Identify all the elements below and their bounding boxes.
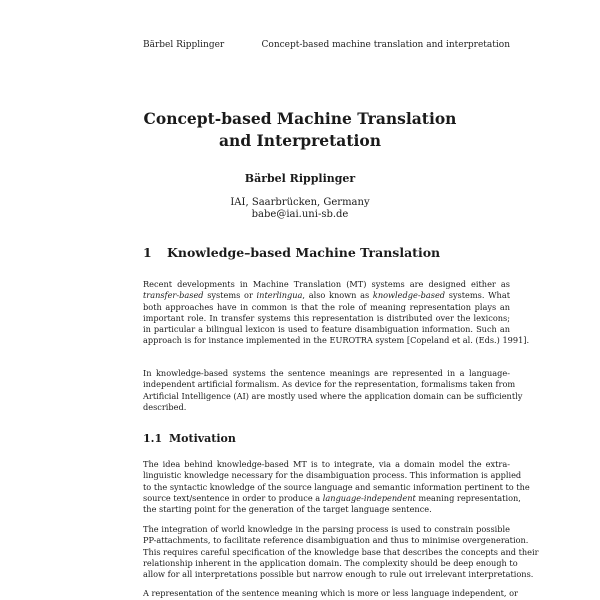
paragraph-1 [143, 279, 530, 347]
text-line: both approaches have in common is that the role of meaning representation plays an [143, 301, 510, 312]
text-line: In knowledge-based systems the sentence meanings are represented in a language- [143, 368, 510, 378]
author-email: babe@iai.uni-sb.de [251, 209, 349, 220]
text-line: in particular a bilingual lexicon is used to feature disambiguation information. Such an [143, 324, 510, 335]
text-line: source text/sentence in order to produce a language-independent meaning representation, [143, 492, 521, 503]
affiliation: IAI, Saarbrücken, Germany [230, 197, 370, 208]
section-number: 1 [143, 245, 152, 260]
running-head [143, 40, 510, 50]
running-head-author: Bärbel Ripplinger [143, 40, 225, 50]
text-line: important role. In transfer systems this representation is distributed over the lexicons; [143, 312, 510, 323]
author-name: Bärbel Ripplinger [244, 172, 356, 185]
paragraph-4 [143, 524, 539, 580]
paragraph-2 [143, 368, 523, 413]
text-line: the starting point for the generation of the target language sentence. [143, 504, 432, 515]
text-line: Artificial Intelligence (AI) are mostly used where the application domain can be sufficiently [143, 390, 523, 401]
text-line: to the syntactic knowledge of the source language and semantic information pertinent to the [143, 481, 530, 492]
paper-title-line-1: Concept-based Machine Translation [143, 109, 457, 128]
text-line: A representation of the sentence meaning which is more or less language independent, or [143, 588, 518, 598]
text-line: Recent developments in Machine Translation (MT) systems are designed either as [143, 279, 510, 289]
text-line: linguistic knowledge necessary for the disambiguation process. This information is applied [143, 470, 522, 481]
paper-title-line-2: and Interpretation [219, 131, 381, 150]
text-line: The idea behind knowledge-based MT is to integrate, via a domain model the extra- [143, 459, 510, 469]
text-line: independent artificial formalism. As device for the representation, formalisms taken from [143, 379, 516, 390]
section-heading-1-1 [143, 432, 236, 445]
text-line: transfer-based systems or interlingua, also known as knowledge-based systems. What [143, 290, 510, 301]
text-line: PP-attachments, to facilitate reference disambiguation and thus to minimise overgeneration. [143, 535, 529, 546]
paragraph-5 [143, 588, 518, 599]
section-title: Knowledge–based Machine Translation [167, 245, 441, 260]
text-line: described. [143, 401, 187, 412]
text-line: This requires careful specification of the knowledge base that describes the concepts and their [143, 546, 539, 557]
subsection-number: 1.1 [143, 432, 163, 445]
author-affiliation-block [0, 197, 600, 221]
paper-title [0, 108, 600, 152]
subsection-title: Motivation [169, 432, 236, 445]
text-line: approach is for instance implemented in the EUROTRA system [Copeland et al. (Eds.) 1991]. [143, 335, 530, 346]
section-heading-1 [143, 245, 440, 260]
paragraph-3 [143, 459, 530, 515]
text-line: allow for all interpretations possible but narrow enough to rule out irrelevant interpretations. [143, 569, 534, 580]
text-line: relationship inherent in the application domain. The complexity should be deep enough to [143, 557, 518, 568]
running-head-title: Concept-based machine translation and interpretation [261, 40, 510, 50]
text-line: The integration of world knowledge in the parsing process is used to constrain possible [143, 524, 510, 534]
